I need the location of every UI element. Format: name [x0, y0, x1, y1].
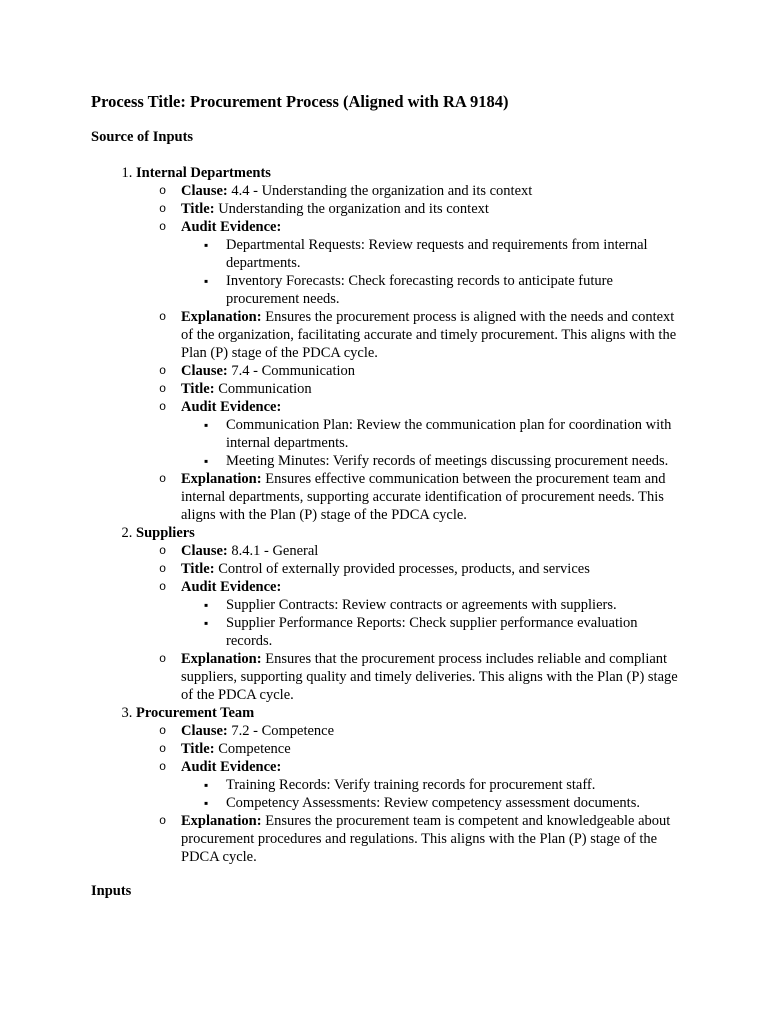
title-item: o Title: Control of externally provided processes, products, and services [181, 560, 682, 578]
audit-evidence-item: o Audit Evidence: ▪ Departmental Requests: Review requests and requirements from internal departments. ▪ Inventory Forecasts: Check forecasting records to anticipate future procurement needs. [181, 218, 682, 308]
evidence-item: ▪ Meeting Minutes: Verify records of meetings discussing procurement needs. [226, 452, 682, 470]
audit-evidence-item: o Audit Evidence: ▪ Training Records: Verify training records for procurement staff. ▪ Competency Assessments: Review competency assessment documents. [181, 758, 682, 812]
evidence-item: ▪ Supplier Contracts: Review contracts or agreements with suppliers. [226, 596, 682, 614]
evidence-item: ▪ Supplier Performance Reports: Check supplier performance evaluation records. [226, 614, 682, 650]
section-name: Suppliers [136, 525, 195, 541]
section-procurement-team [136, 704, 682, 866]
section-name: Procurement Team [136, 705, 255, 721]
explanation-item: o Explanation: Ensures the procurement team is competent and knowledgeable about procurement procedures and regulations. This aligns with the Plan (P) stage of the PDCA cycle. [181, 812, 682, 866]
evidence-item: ▪ Inventory Forecasts: Check forecasting records to anticipate future procurement needs. [226, 272, 682, 308]
explanation-item: o Explanation: Ensures effective communication between the procurement team and internal departments, supporting accurate identification of procurement needs. This aligns with the Plan (P) stage of the PDCA cycle. [181, 470, 682, 524]
title-item: o Title: Competence [181, 740, 682, 758]
explanation-item: o Explanation: Ensures the procurement process is aligned with the needs and context of the organization, facilitating accurate and timely procurement. This aligns with the Plan (P) stage of the PDCA cycle. [181, 308, 682, 362]
evidence-item: ▪ Communication Plan: Review the communication plan for coordination with internal departments. [226, 416, 682, 452]
audit-evidence-item: o Audit Evidence: ▪ Supplier Contracts: Review contracts or agreements with suppliers. ▪ Supplier Performance Reports: Check supplier performance evaluation records. [181, 578, 682, 650]
inputs-heading: Inputs [91, 883, 132, 899]
process-title: Process Title: Procurement Process (Aligned with RA 9184) [91, 92, 509, 111]
audit-evidence-item: o Audit Evidence: ▪ Communication Plan: Review the communication plan for coordination with internal departments. ▪ Meeting Minutes: Verify records of meetings discussing procurement needs. [181, 398, 682, 470]
section-suppliers [136, 524, 682, 704]
evidence-item: ▪ Training Records: Verify training records for procurement staff. [226, 776, 682, 794]
section-internal-departments [136, 164, 682, 524]
source-list [91, 164, 682, 866]
clause-item: o Clause: 7.4 - Communication [181, 362, 682, 380]
evidence-item: ▪ Competency Assessments: Review competency assessment documents. [226, 794, 682, 812]
evidence-item: ▪ Departmental Requests: Review requests and requirements from internal departments. [226, 236, 682, 272]
source-of-inputs-heading: Source of Inputs [91, 129, 194, 145]
title-item: o Title: Understanding the organization and its context [181, 200, 682, 218]
section-name: Internal Departments [136, 165, 271, 181]
clause-item: o Clause: 8.4.1 - General [181, 542, 682, 560]
explanation-item: o Explanation: Ensures that the procurement process includes reliable and compliant suppliers, supporting quality and timely deliveries. This aligns with the Plan (P) stage of the PDCA cycle. [181, 650, 682, 704]
clause-item: o Clause: 7.2 - Competence [181, 722, 682, 740]
title-item: o Title: Communication [181, 380, 682, 398]
clause-item: o Clause: 4.4 - Understanding the organization and its context [181, 182, 682, 200]
